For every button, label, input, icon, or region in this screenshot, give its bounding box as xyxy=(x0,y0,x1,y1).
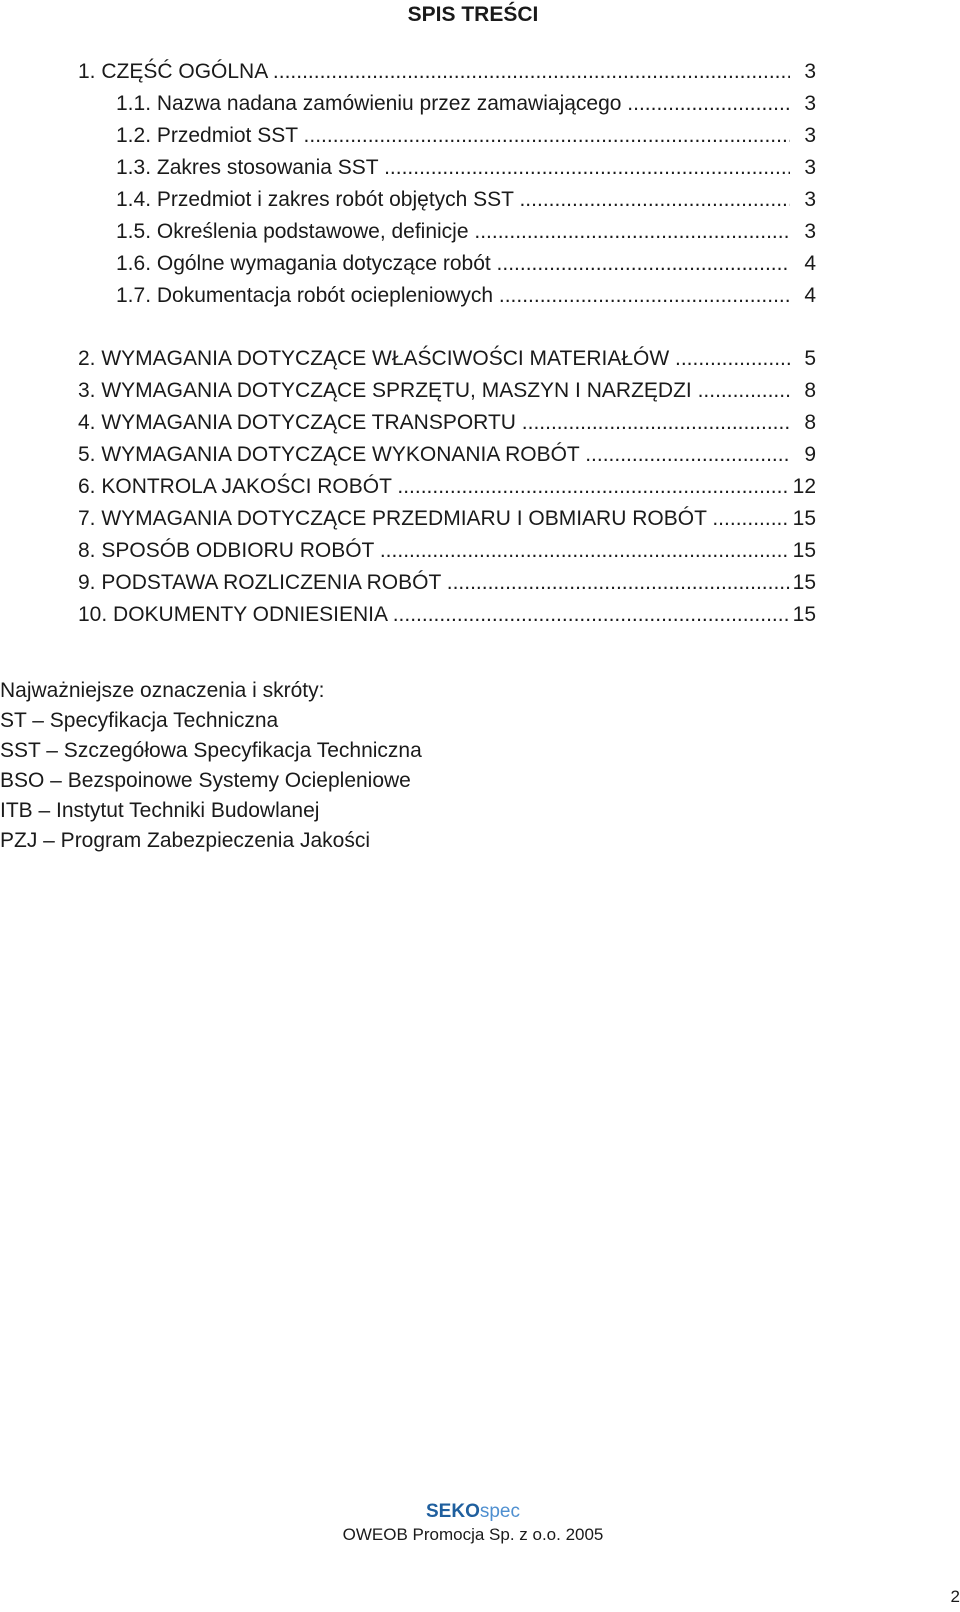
toc-entry-1-2[interactable] xyxy=(116,120,816,152)
toc-entry-label: 1.7. Dokumentacja robót ociepleniowych ..... xyxy=(116,280,790,312)
toc-entry-1-1[interactable] xyxy=(116,88,816,120)
abbreviation-item: SST – Szczegółowa Specyfikacja Techniczna xyxy=(0,739,422,762)
abbreviations-heading: Najważniejsze oznaczenia i skróty: xyxy=(0,679,325,702)
toc-entry-2[interactable] xyxy=(78,343,816,375)
toc-entry-page: 15 xyxy=(792,571,816,594)
toc-entry-6[interactable] xyxy=(78,471,816,503)
toc-entry-8[interactable] xyxy=(78,535,816,567)
toc-entry-page: 8 xyxy=(804,411,816,434)
toc-entry-1-4[interactable] xyxy=(116,184,816,216)
toc-entry-label: 1.3. Zakres stosowania SST ..... xyxy=(116,152,790,184)
abbreviation-item: PZJ – Program Zabezpieczenia Jakości xyxy=(0,829,370,852)
toc-entry-1-5[interactable] xyxy=(116,216,816,248)
brand-name-light: spec xyxy=(479,1501,520,1522)
toc-entry-page: 4 xyxy=(804,252,816,275)
toc-entry-label: 8. SPOSÓB ODBIORU ROBÓT ..... xyxy=(78,535,790,567)
toc-entry-10[interactable] xyxy=(78,599,816,631)
toc-entry-5[interactable] xyxy=(78,439,816,471)
toc-entry-label: 10. DOKUMENTY ODNIESIENIA ..... xyxy=(78,599,790,631)
toc-entry-label: 1.4. Przedmiot i zakres robót objętych SST ..... xyxy=(116,184,790,216)
brand-name-bold: SEKO xyxy=(426,1501,480,1522)
toc-entry-label: 4. WYMAGANIA DOTYCZĄCE TRANSPORTU ..... xyxy=(78,407,790,439)
toc-entry-page: 3 xyxy=(804,156,816,179)
toc-entry-label: 1.5. Określenia podstawowe, definicje ..... xyxy=(116,216,790,248)
abbreviation-item: ITB – Instytut Techniki Budowlanej xyxy=(0,799,320,822)
toc-entry-label: 9. PODSTAWA ROZLICZENIA ROBÓT ..... xyxy=(78,567,790,599)
toc-entry-label: 3. WYMAGANIA DOTYCZĄCE SPRZĘTU, MASZYN I NARZĘDZI ..... xyxy=(78,375,790,407)
toc-entry-page: 3 xyxy=(804,188,816,211)
toc-entry-page: 15 xyxy=(792,507,816,530)
toc-entry-1-7[interactable] xyxy=(116,280,816,312)
toc-entry-9[interactable] xyxy=(78,567,816,599)
toc-entry-page: 12 xyxy=(792,475,816,498)
footer-company: OWEOB Promocja Sp. z o.o. 2005 xyxy=(342,1525,604,1544)
toc-entry-3[interactable] xyxy=(78,375,816,407)
toc-entry-page: 4 xyxy=(804,284,816,307)
brand-logo xyxy=(0,1500,946,1524)
toc-entry-label: 1.2. Przedmiot SST ..... xyxy=(116,120,790,152)
toc-entry-page: 3 xyxy=(804,60,816,83)
toc-entry-label: 1. CZĘŚĆ OGÓLNA ..... xyxy=(78,56,790,88)
toc-entry-label: 2. WYMAGANIA DOTYCZĄCE WŁAŚCIWOŚCI MATERIAŁÓW ..... xyxy=(78,343,790,375)
page-title: SPIS TREŚCI xyxy=(407,3,539,26)
toc-entry-label: 1.1. Nazwa nadana zamówieniu przez zamawiającego ..... xyxy=(116,88,790,120)
toc-entry-page: 3 xyxy=(804,124,816,147)
toc-entry-label: 7. WYMAGANIA DOTYCZĄCE PRZEDMIARU I OBMIARU ROBÓT ..... xyxy=(78,503,790,535)
toc-entry-page: 3 xyxy=(804,92,816,115)
toc-entry-label: 6. KONTROLA JAKOŚCI ROBÓT ..... xyxy=(78,471,790,503)
toc-entry-page: 5 xyxy=(804,347,816,370)
toc-entry-page: 3 xyxy=(804,220,816,243)
toc-entry-1-3[interactable] xyxy=(116,152,816,184)
toc-entry-7[interactable] xyxy=(78,503,816,535)
abbreviation-item: BSO – Bezspoinowe Systemy Ociepleniowe xyxy=(0,769,411,792)
toc-entry-page: 8 xyxy=(804,379,816,402)
toc-entry-1-6[interactable] xyxy=(116,248,816,280)
toc-entry-page: 15 xyxy=(792,603,816,626)
toc-entry-label: 1.6. Ogólne wymagania dotyczące robót ..... xyxy=(116,248,790,280)
toc-entry-label: 5. WYMAGANIA DOTYCZĄCE WYKONANIA ROBÓT ..... xyxy=(78,439,790,471)
toc-entry-page: 15 xyxy=(792,539,816,562)
toc-entry-4[interactable] xyxy=(78,407,816,439)
toc-entry-page: 9 xyxy=(804,443,816,466)
abbreviation-item: ST – Specyfikacja Techniczna xyxy=(0,709,279,732)
toc-entry-1[interactable] xyxy=(78,56,816,88)
page-number: 2 xyxy=(950,1587,960,1606)
